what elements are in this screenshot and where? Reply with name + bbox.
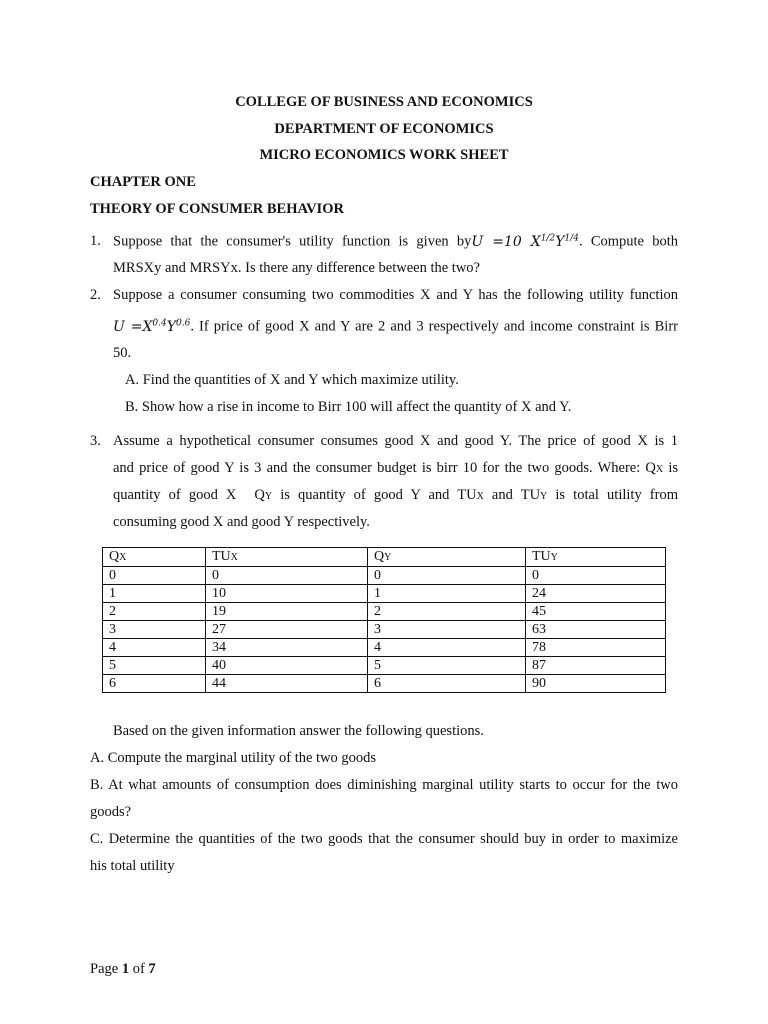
q3-number: 3. xyxy=(90,433,101,449)
worksheet-title: MICRO ECONOMICS WORK SHEET xyxy=(259,147,509,163)
table-row: 0 0 0 0 xyxy=(103,567,666,585)
question-b-line2: goods? xyxy=(90,804,132,820)
department-title: DEPARTMENT OF ECONOMICS xyxy=(274,121,494,137)
header-qy: QY xyxy=(368,548,526,567)
table-row: 4 34 4 78 xyxy=(103,639,666,657)
q2-part-a: A. Find the quantities of X and Y which maximize utility. xyxy=(125,372,459,388)
q2-part-b: B. Show how a rise in income to Birr 100 will affect the quantity of X and Y. xyxy=(125,399,572,415)
q1-formula: U =10 $X^{1/2}Y^{1/4}$ xyxy=(471,233,579,250)
q3-line3: quantity of good X QY is quantity of good Y and TUX and TUY is total utility from xyxy=(113,487,678,503)
chapter-heading: CHAPTER ONE xyxy=(90,174,196,190)
question-b-line1: B. At what amounts of consumption does diminishing marginal utility starts to occur for the two xyxy=(90,777,678,793)
q2-line3: 50. xyxy=(113,345,132,361)
q1-line2: MRSXy and MRSYx. Is there any difference between the two? xyxy=(113,260,480,276)
table-row: 6 44 6 90 xyxy=(103,675,666,693)
page-number: 1 xyxy=(121,961,130,977)
q3-line2: and price of good Y is 3 and the consumer budget is birr 10 for the two goods. Where: QX is xyxy=(113,460,678,476)
table-row: 1 10 1 24 xyxy=(103,585,666,603)
table-row: 2 19 2 45 xyxy=(103,603,666,621)
header-qx: QX xyxy=(103,548,206,567)
utility-table xyxy=(102,547,666,693)
table-row: 3 27 3 63 xyxy=(103,621,666,639)
question-c-line1: C. Determine the quantities of the two goods that the consumer should buy in order to maximize xyxy=(90,831,678,847)
header-tux: TUX xyxy=(206,548,368,567)
table-header-row xyxy=(103,548,666,567)
q3-line1: Assume a hypothetical consumer consumes good X and good Y. The price of good X is 1 xyxy=(113,433,678,449)
q1-number: 1. xyxy=(90,233,101,249)
questions-intro: Based on the given information answer the following questions. xyxy=(113,723,484,739)
college-title: COLLEGE OF BUSINESS AND ECONOMICS xyxy=(235,94,533,110)
q2-formula: $U =X^{0.4}Y^{0.6}$ xyxy=(113,318,191,335)
q1-text: Suppose that the consumer's utility function is given by xyxy=(113,233,472,250)
topic-heading: THEORY OF CONSUMER BEHAVIOR xyxy=(90,201,344,217)
q2-line1: Suppose a consumer consuming two commodities X and Y has the following utility function xyxy=(113,287,678,303)
page-total: 7 xyxy=(148,961,156,977)
q3-line4: consuming good X and good Y respectively. xyxy=(113,514,370,530)
header-tuy: TUY xyxy=(526,548,666,567)
page-footer: Page 1 of 7 xyxy=(90,961,156,977)
question-c-line2: his total utility xyxy=(90,858,175,874)
question-a: A. Compute the marginal utility of the two goods xyxy=(90,750,377,766)
q2-line2: $U =X^{0.4}Y^{0.6}$. If price of good X and Y are 2 and 3 respectively and income constraint is Birr xyxy=(113,318,678,335)
q2-number: 2. xyxy=(90,287,101,303)
q1-line1: Suppose that the consumer's utility function is given byU =10 $X^{1/2}Y^{1/4}$. Compute both xyxy=(113,233,678,250)
table-row: 5 40 5 87 xyxy=(103,657,666,675)
